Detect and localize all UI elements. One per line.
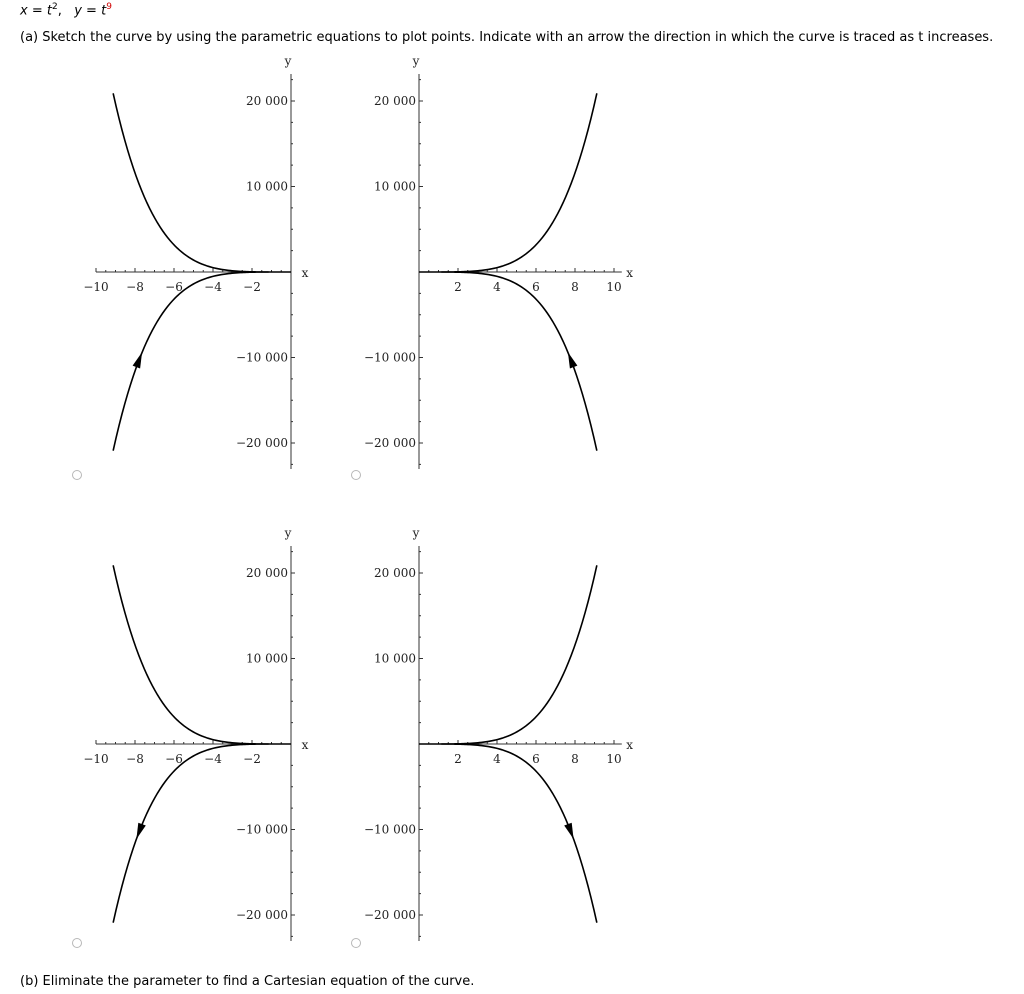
y-tick-label: −10 000 bbox=[363, 822, 416, 837]
y-tick-label: 10 000 bbox=[374, 651, 416, 666]
x-tick-label: −4 bbox=[204, 752, 222, 766]
x-tick-label: 10 bbox=[606, 280, 622, 294]
parametric-curve bbox=[113, 565, 291, 922]
direction-arrow bbox=[568, 352, 578, 368]
graph-option-d bbox=[364, 526, 633, 941]
x-equation: x = t bbox=[20, 3, 52, 19]
direction-arrow bbox=[564, 823, 573, 839]
x-tick-label: 6 bbox=[532, 280, 540, 294]
parametric-equations bbox=[20, 2, 112, 18]
parametric-curve bbox=[419, 565, 597, 922]
y-axis-label: y bbox=[412, 54, 420, 68]
x-tick-label: −2 bbox=[243, 752, 261, 766]
question-a-text: (a) Sketch the curve by using the parametric equations to plot points. Indicate with an arrow the direction in which the curve is traced as t increases. bbox=[20, 30, 994, 45]
y-equation: y = t bbox=[74, 3, 107, 19]
x-tick-label: −4 bbox=[204, 280, 222, 294]
x-tick-label: 6 bbox=[532, 752, 540, 766]
x-tick-label: −6 bbox=[165, 752, 183, 766]
option-a-radio[interactable] bbox=[72, 470, 82, 480]
x-tick-label: −10 bbox=[83, 280, 109, 294]
x-tick-label: −6 bbox=[165, 280, 183, 294]
x-tick-label: −8 bbox=[126, 752, 144, 766]
y-tick-label: −20 000 bbox=[363, 436, 416, 450]
y-tick-label: 20 000 bbox=[246, 94, 288, 108]
y-tick-label: 20 000 bbox=[246, 566, 288, 580]
y-tick-label: −10 000 bbox=[363, 350, 416, 365]
y-tick-label: −10 000 bbox=[235, 822, 288, 837]
x-tick-label: −8 bbox=[126, 280, 144, 294]
x-axis-label: x bbox=[626, 738, 633, 752]
x-tick-label: 8 bbox=[571, 752, 579, 766]
x-tick-label: −2 bbox=[243, 280, 261, 294]
parametric-curve bbox=[419, 93, 597, 450]
graph-option-b bbox=[364, 54, 633, 469]
y-tick-label: −20 000 bbox=[235, 908, 288, 922]
x-tick-label: 4 bbox=[493, 280, 501, 294]
y-tick-label: −20 000 bbox=[363, 908, 416, 922]
x-axis-label: x bbox=[626, 266, 633, 280]
x-exponent: 2 bbox=[51, 2, 58, 12]
x-tick-label: 2 bbox=[454, 752, 462, 766]
x-tick-label: −10 bbox=[83, 752, 109, 766]
y-tick-label: 20 000 bbox=[374, 94, 416, 108]
graph-option-a bbox=[83, 54, 308, 469]
y-axis-label: y bbox=[284, 526, 292, 540]
y-tick-label: 10 000 bbox=[246, 179, 288, 194]
option-d-radio[interactable] bbox=[351, 938, 361, 948]
x-tick-label: 8 bbox=[571, 280, 579, 294]
equation-separator: , bbox=[57, 3, 62, 19]
y-tick-label: −20 000 bbox=[235, 436, 288, 450]
x-axis-label: x bbox=[301, 266, 309, 280]
y-tick-label: 20 000 bbox=[374, 566, 416, 580]
x-tick-label: 4 bbox=[493, 752, 501, 766]
y-axis-label: y bbox=[412, 526, 420, 540]
x-axis-label: x bbox=[301, 738, 309, 752]
x-tick-label: 10 bbox=[606, 752, 622, 766]
x-tick-label: 2 bbox=[454, 280, 462, 294]
y-exponent: 9 bbox=[106, 2, 112, 12]
option-c-radio[interactable] bbox=[72, 938, 82, 948]
y-tick-label: −10 000 bbox=[235, 350, 288, 365]
question-b-text: (b) Eliminate the parameter to find a Cartesian equation of the curve. bbox=[20, 974, 475, 989]
direction-arrow bbox=[136, 823, 145, 839]
y-tick-label: 10 000 bbox=[246, 651, 288, 666]
graph-option-c bbox=[83, 526, 308, 941]
y-axis-label: y bbox=[284, 54, 292, 68]
y-tick-label: 10 000 bbox=[374, 179, 416, 194]
direction-arrow bbox=[133, 352, 143, 368]
option-b-radio[interactable] bbox=[351, 470, 361, 480]
parametric-curve bbox=[113, 93, 291, 450]
